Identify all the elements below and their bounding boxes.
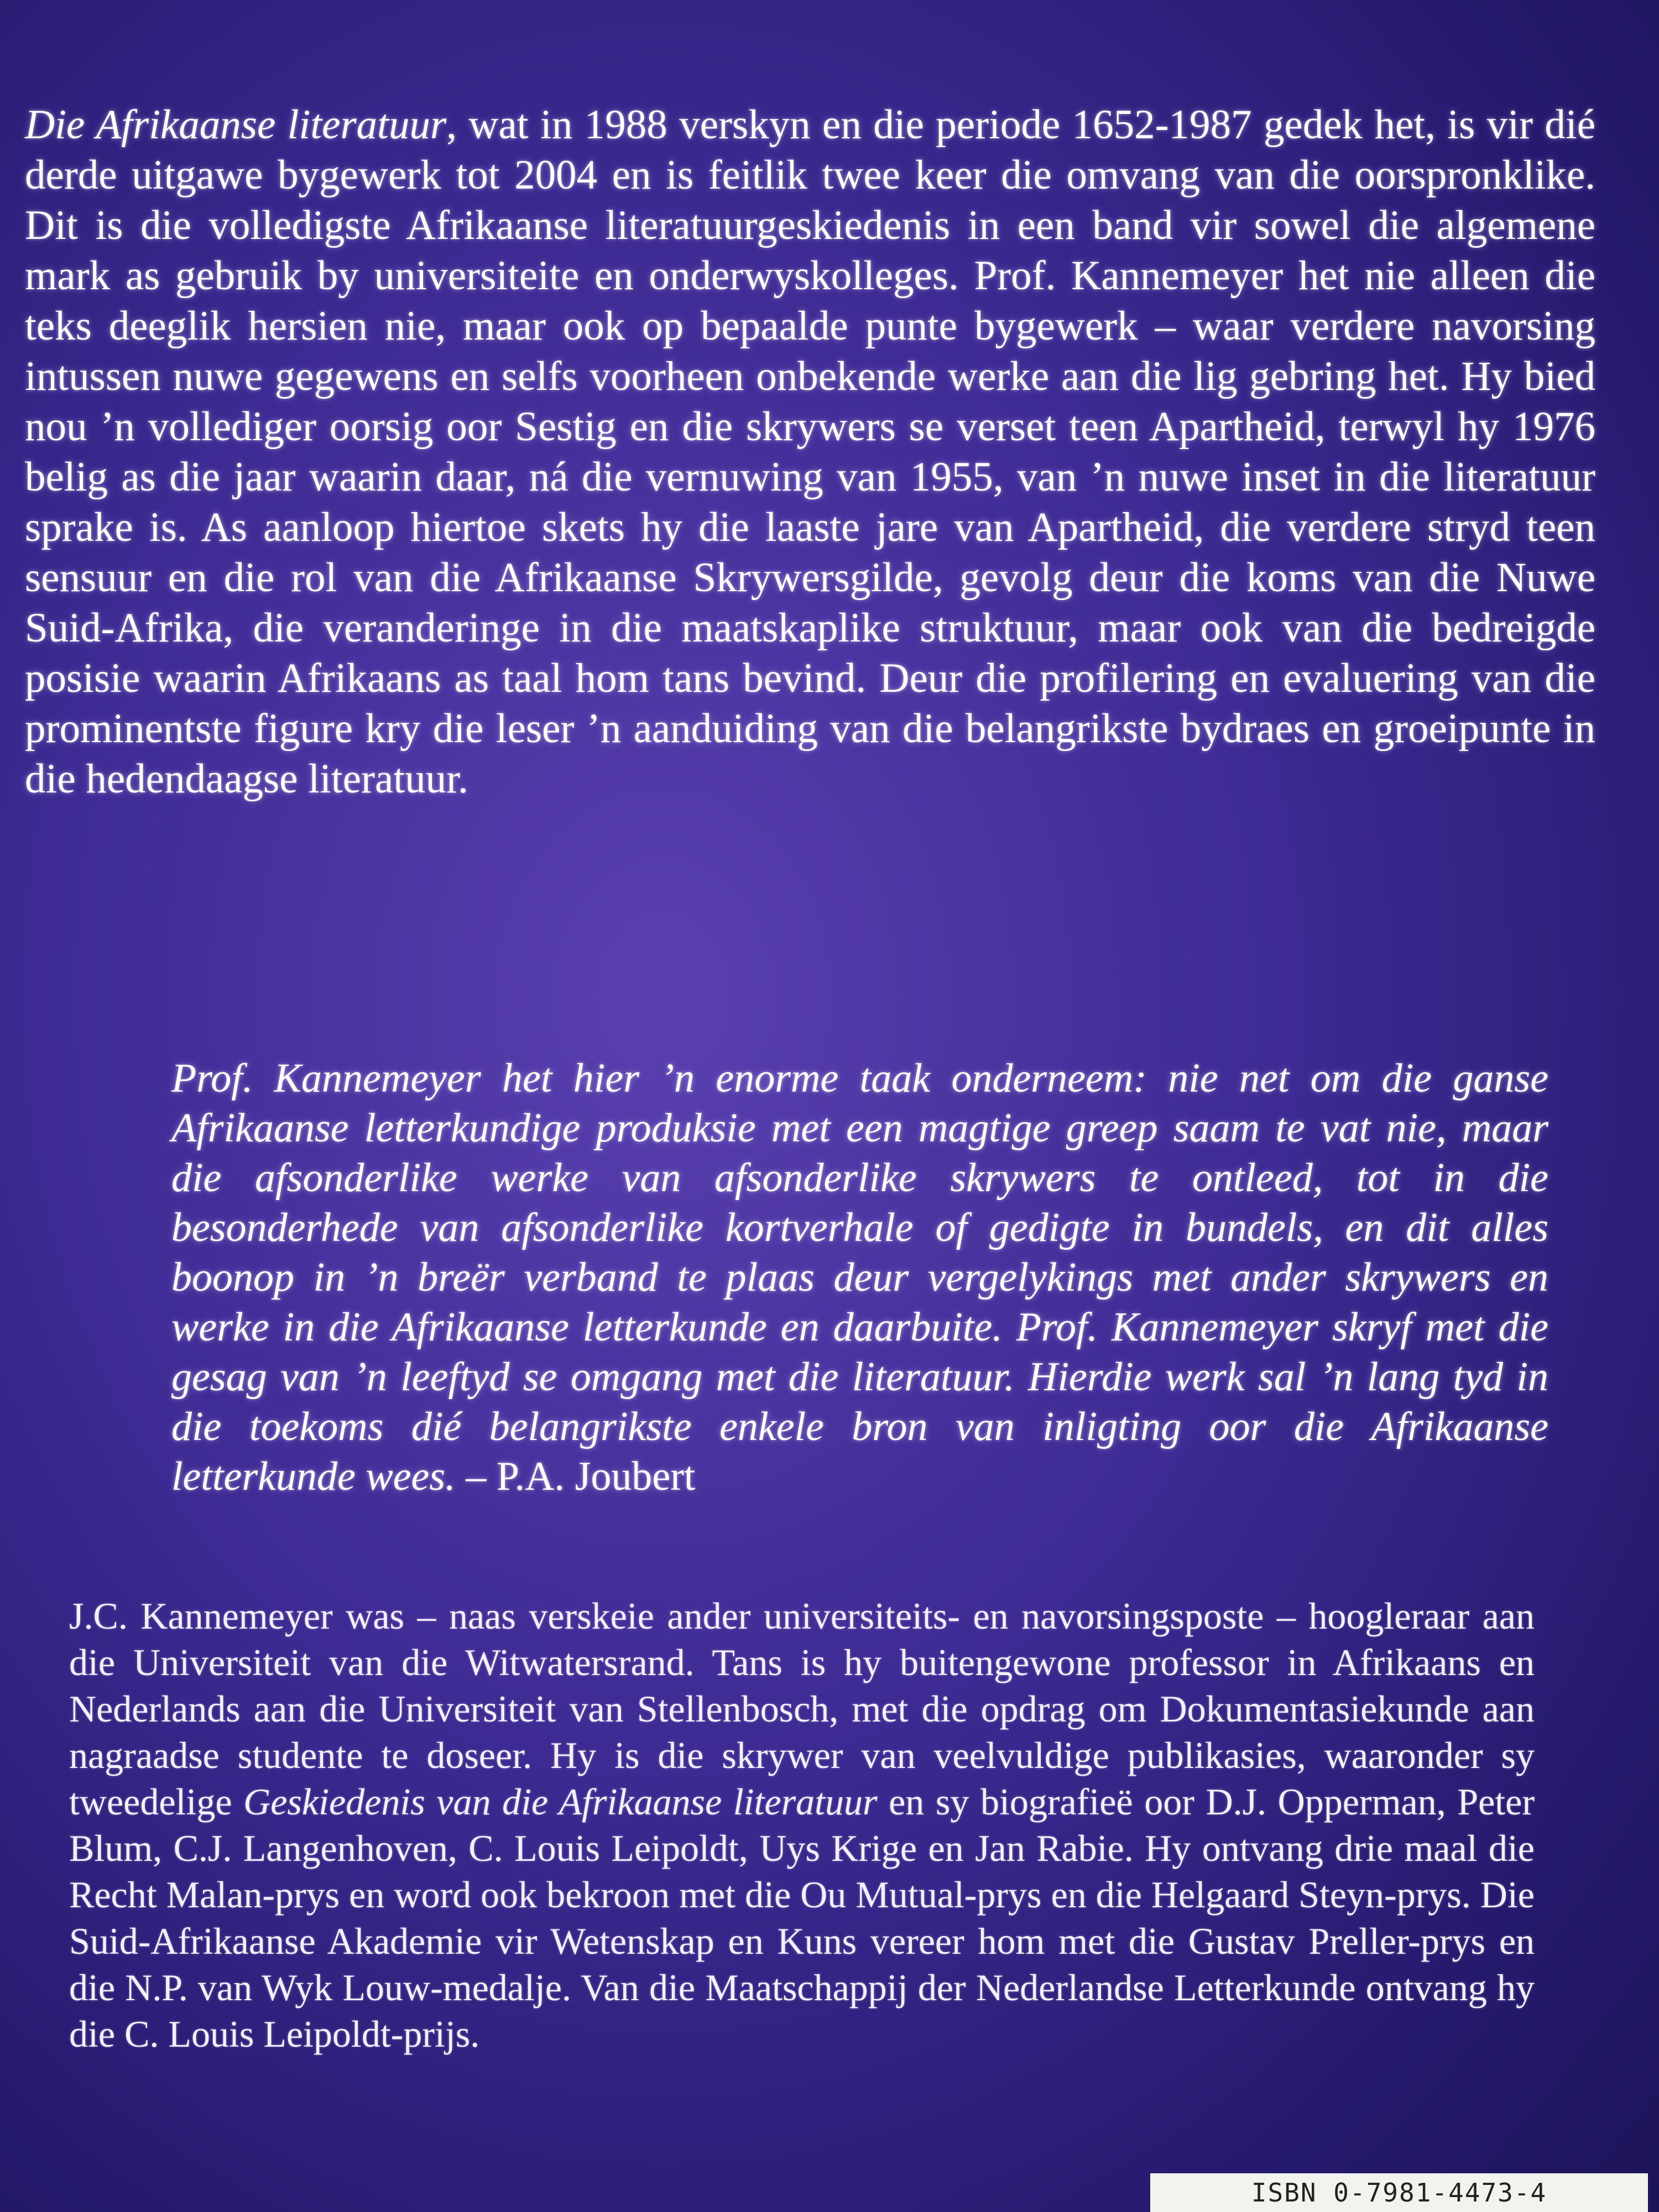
intro-text: , wat in 1988 verskyn en die periode 1652-1987 gedek het, is vir dié derde uitgawe bygewerk tot 2004 en is feitlik twee keer die omvang van die oorspronklike. Dit is die volledigste Afrikaanse literatuurgeskiedenis in een band vir sowel die algemene mark as gebruik by universiteite en onderwyskolleges. Prof. Kannemeyer het nie alleen die teks deeglik hersien nie, maar ook op bepaalde punte bygewerk – waar verdere navorsing intussen nuwe gegewens en selfs voorheen onbekende werke aan die lig gebring het. Hy bied nou ’n vollediger oorsig oor Sestig en die skrywers se verset teen Apartheid, terwyl hy 1976 belig as die jaar waarin daar, ná die vernuwing van 1955, van ’n nuwe inset in die literatuur sprake is. As aanloop hiertoe skets hy die laaste jare van Apartheid, die verdere stryd teen sensuur en die rol van die Afrikaanse Skrywersgilde, gevolg deur die koms van die Nuwe Suid-Afrika, die veranderinge in die maatskaplike struktuur, maar ook van die bedreigde posisie waarin Afrikaans as taal hom tans bevind. Deur die profilering en evaluering van die prominentste figure kry die leser ’n aanduiding van die belangrikste bydraes en groeipunte in die hedendaagse literatuur. [25,102,1595,802]
bio-text-2: en sy biografieë oor D.J. Opperman, Peter Blum, C.J. Langenhoven, C. Louis Leipoldt, Uys Krige en Jan Rabie. Hy ontvang drie maal die Recht Malan-prys en word ook bekroon met die Ou Mutual-prys en die Helgaard Steyn-prys. Die Suid-Afrikaanse Akademie vir Wetenskap en Kuns vereer hom met die Gustav Preller-prys en die N.P. van Wyk Louw-medalje. Van die Maatschappij der Nederlandse Letterkunde ontvang hy die C. Louis Leipoldt-prijs. [69,1781,1535,2055]
book-title: Die Afrikaanse literatuur [25,102,447,148]
bio-text-1: J.C. Kannemeyer was – naas verskeie ander universiteits- en navorsingsposte – hoogleraar aan die Universiteit van die Witwatersrand. Tans is hy buitengewone professor in Afrikaans en Nederlands aan die Universiteit van Stellenbosch, met die opdrag om Dokumentasiekunde aan nagraadse studente te doseer. Hy is die skrywer van veelvuldige publikasies, waaronder sy tweedelige [69,1595,1535,1823]
bio-book-title: Geskiedenis van die Afrikaanse literatuur [243,1781,878,1823]
isbn-sticker: ISBN 0-7981-4473-4 [1150,2173,1648,2212]
quote-attribution: – P.A. Joubert [466,1454,696,1499]
review-quote [171,1053,1548,1501]
quote-text: Prof. Kannemeyer het hier ’n enorme taak onderneem: nie net om die ganse Afrikaanse letterkundige produksie met een magtige greep saam te vat nie, maar die afsonderlike werke van afsonderlike skrywers te ontleed, tot in die besonderhede van afsonderlike kortverhale of gedigte in bundels, en dit alles boonop in ’n breër verband te plaas deur vergelykings met ander skrywers en werke in die Afrikaanse letterkunde en daarbuite. Prof. Kannemeyer skryf met die gesag van ’n leeftyd se omgang met die literatuur. Hierdie werk sal ’n lang tyd in die toekoms dié belangrikste enkele bron van inligting oor die Afrikaanse letterkunde wees. [171,1056,1548,1499]
intro-paragraph [25,100,1595,804]
author-bio [69,1593,1535,2057]
